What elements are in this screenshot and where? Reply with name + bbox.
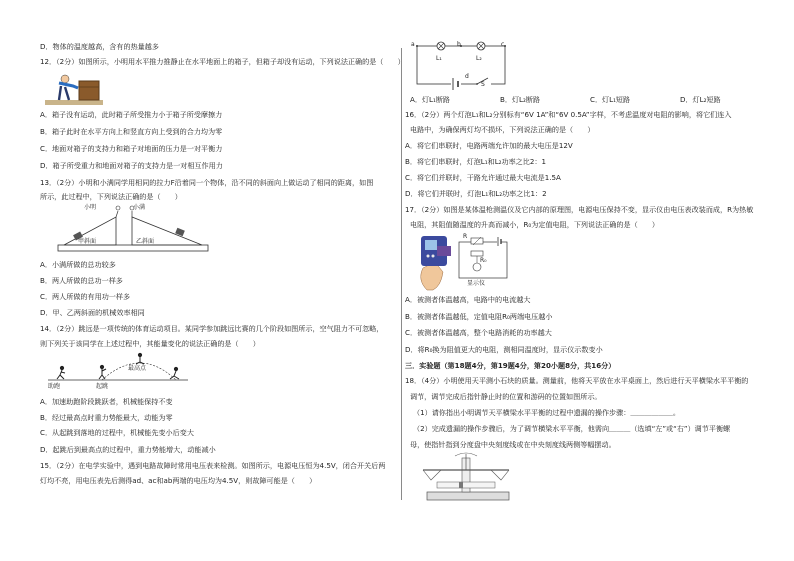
q15-option-a: A．灯L₁断路 [410, 95, 451, 104]
q13-option-b: B．两人所做的总功一样多 [40, 276, 123, 285]
q15-option-d: D．灯L₂短路 [680, 95, 721, 104]
q12-option-b: B．箱子此时在水平方向上和竖直方向上受到的合力均为零 [40, 127, 223, 136]
q13-option-a: A．小满所做的总功较多 [40, 260, 116, 269]
q17-label-r0: R₀ [480, 257, 487, 264]
q13-label-yi: 乙斜面 [136, 238, 155, 245]
q17-option-b: B．被测者体温越低，定值电阻R₀两端电压越小 [405, 312, 553, 321]
q12-option-d: D．箱子所受重力和地面对箱子的支持力是一对相互作用力 [40, 161, 223, 170]
q16-option-d: D．将它们并联时，灯泡L₁和L₂功率之比1：2 [405, 189, 547, 198]
q13-label-xiaoman: 小满 [133, 204, 146, 211]
q17-option-d: D．将R₀换为阻值更大的电阻，测相同温度时，显示仪示数变小 [405, 345, 603, 354]
q15-stem-line2: 灯均不亮，用电压表先后测得ad、ac和ab两端的电压均为4.5V，则故障可能是（ ） [40, 476, 317, 485]
q13-stem-line2: 所示，此过程中，下列说法正确的是（ ） [40, 192, 182, 201]
q13-option-d: D．甲、乙两斜面的机械效率相同 [40, 308, 145, 317]
q17-stem-line1: 17．（2分）如图是某体温枪测温仪及它内部的原理图，电源电压保持不变，显示仪由电压表改装而成，R为热敏 [405, 205, 754, 214]
q17-label-display: 显示仪 [467, 280, 486, 287]
q16-option-b: B．将它们串联时，灯泡L₁和L₂功率之比2：1 [405, 157, 546, 166]
q13-label-xiaoming: 小明 [84, 204, 97, 211]
q15-option-b: B．灯L₂断路 [500, 95, 541, 104]
q12-option-c: C．地面对箱子的支持力和箱子对地面的压力是一对平衡力 [40, 144, 223, 153]
q18-balance-figure [419, 452, 514, 502]
q17-thermometer-figure [413, 232, 518, 292]
q16-option-a: A．将它们串联时，电路两端允许加的最大电压是12V [405, 141, 573, 150]
q14-long-jump-figure [48, 352, 188, 388]
q14-label-run: 助跑 [48, 383, 61, 390]
q16-option-c: C．将它们并联时，干路允许通过最大电流是1.5A [405, 173, 561, 182]
q13-stem-line1: 13．（2分）小明和小满同学用相同的拉力F沿着同一个物体，沿不同的斜面向上做运动了相同的距离，如图 [40, 178, 374, 187]
q17-option-a: A．被测者体温越高，电路中的电流越大 [405, 295, 531, 304]
q12-push-box-figure [45, 72, 103, 106]
q14-stem-line2: 则下列关于该同学在上述过程中，其能量变化的说法正确的是（ ） [40, 339, 260, 348]
q17-label-r: R [463, 233, 468, 240]
section-3-heading: 三．实验题（第18题4分，第19题4分，第20小题8分，共16分） [405, 361, 616, 370]
q14-label-top: 最高点 [128, 365, 147, 372]
q18-stem-line2: 调节，调节完成后指针静止时的位置和游码的位置如图所示。 [410, 392, 602, 401]
q14-stem-line1: 14．（2分）跳远是一项传统的体育运动项目。某同学参加跳远比赛的几个阶段如图所示，空气阻力不可忽略， [40, 324, 384, 333]
circuit-label-l1: L₁ [436, 55, 442, 62]
q14-option-b: B．经过最高点时重力势能最大，动能为零 [40, 413, 173, 422]
q17-stem-line2: 电阻，其阻值随温度的升高而减小，R₀为定值电阻，下列说法正确的是（ ） [410, 220, 659, 229]
q12-option-a: A．箱子没有运动，此时箱子所受推力小于箱子所受摩擦力 [40, 110, 223, 119]
q16-stem-line1: 16．（2分）两个灯泡L₁和L₂分别标有“6V 1A”和“6V 0.5A”字样，不考虑温度对电阻的影响，将它们连入 [405, 110, 732, 119]
q15-option-c: C．灯L₁短路 [590, 95, 631, 104]
q14-option-c: C．从起跳到落地的过程中，机械能先变小后变大 [40, 428, 194, 437]
q18-sub1: （1）请你指出小明调节天平横梁水平平衡的过程中遗漏的操作步骤：＿＿＿＿＿＿。 [413, 408, 680, 417]
q13-option-c: C．两人所做的有用功一样多 [40, 292, 131, 301]
circuit-label-d: d [465, 73, 469, 80]
q11-option-d: D．物体的温度越高，含有的热量越多 [40, 42, 159, 51]
circuit-label-l2: L₂ [476, 55, 482, 62]
q17-option-c: C．被测者体温越高，整个电路消耗的功率越大 [405, 328, 552, 337]
q18-sub2-line2: 母，使指针指到分度盘中央刻度线或在中央刻度线两侧等幅摆动。 [410, 440, 616, 449]
column-divider [401, 48, 402, 500]
q15-circuit-figure [411, 40, 511, 90]
q12-stem: 12．（2分）如图所示，小明用水平推力推静止在水平地面上的箱子，但箱子却没有运动，下列说法正确的是（ ） [40, 57, 405, 66]
q13-label-jia: 甲斜面 [78, 238, 97, 245]
q15-stem-line1: 15．（2分）在电学实验中，遇到电路故障时常用电压表来检测。如图所示，电源电压恒为4.5V，闭合开关后两 [40, 461, 386, 470]
q14-option-d: D．起跳后到最高点的过程中，重力势能增大，动能减小 [40, 445, 216, 454]
q18-sub2-line1: （2）完成遗漏的操作步骤后，为了调节横梁水平平衡，他需向＿＿＿（选填“左”或“右”）调节平衡螺 [413, 424, 731, 433]
q16-stem-line2: 电路中，为确保两灯均不损坏，下列说法正确的是（ ） [410, 125, 595, 134]
circuit-label-b: b [457, 41, 461, 48]
q14-label-jump: 起跳 [96, 383, 109, 390]
q18-stem-line1: 18．（4分）小明使用天平测小石块的质量。测量前，他将天平放在水平桌面上，然后进行天平横梁水平平衡的 [405, 376, 749, 385]
q14-option-a: A．加速助跑阶段跳跃者，机械能保持不变 [40, 397, 173, 406]
circuit-label-a: a [411, 41, 415, 48]
circuit-label-c: c [501, 41, 505, 48]
circuit-label-s: S [481, 81, 485, 88]
